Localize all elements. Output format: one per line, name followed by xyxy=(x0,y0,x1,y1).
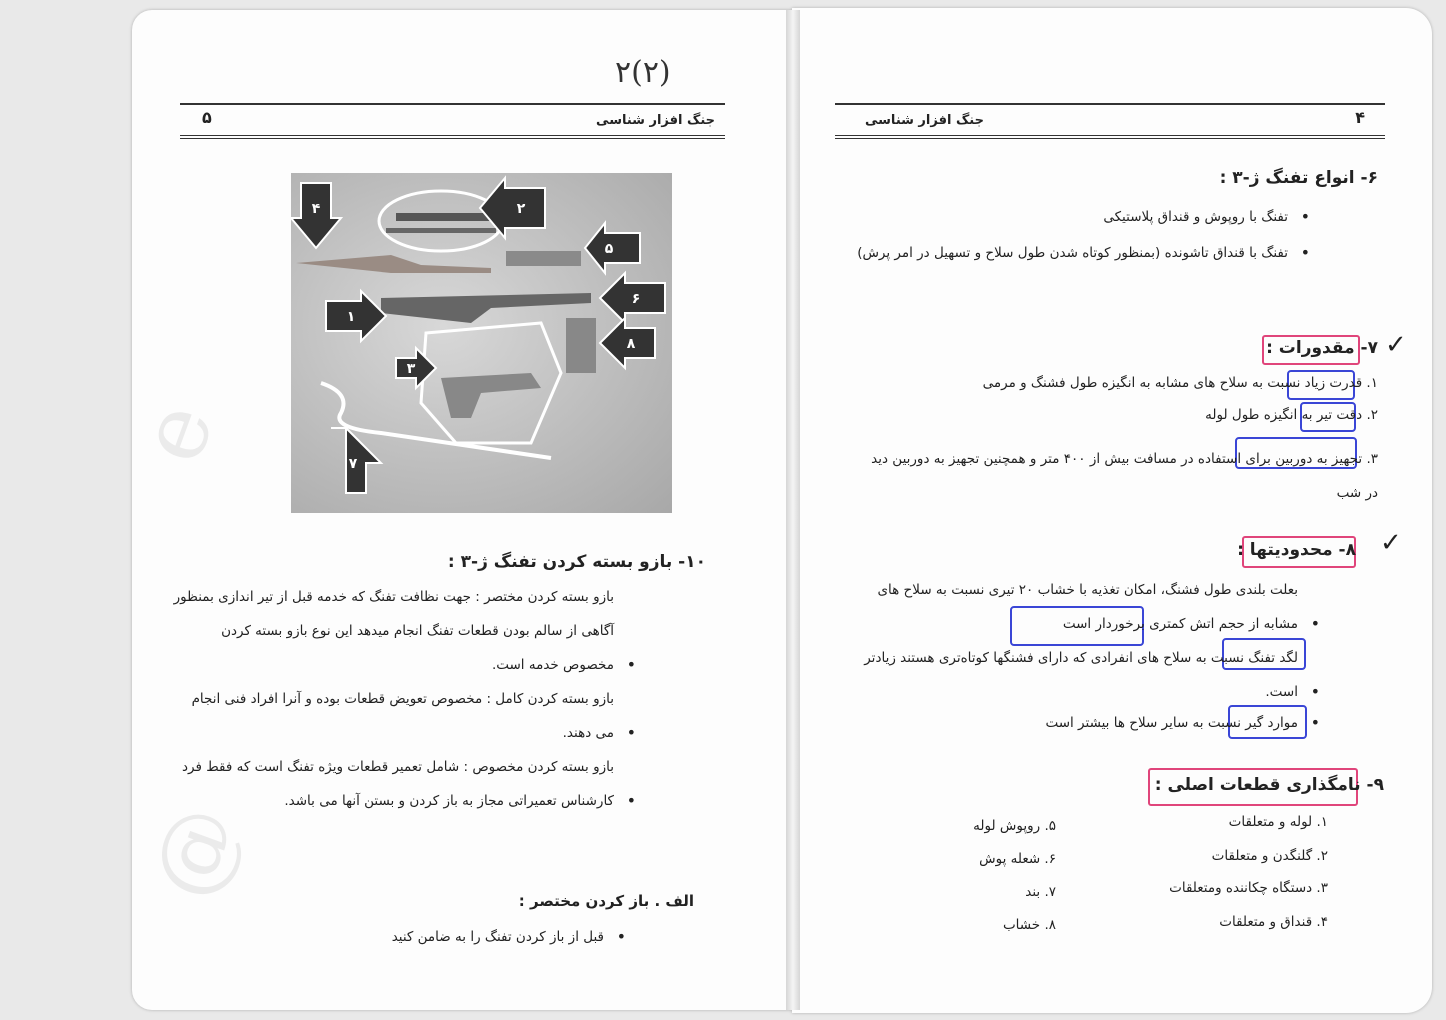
part-item: ۸. خشاب xyxy=(1002,917,1056,933)
section-title: ۶- انواع تفنگ ژ-۳ : xyxy=(1219,168,1378,188)
list-item: تفنگ با روپوش و قنداق پلاستیکی • xyxy=(858,200,1288,234)
figure-label: ۱ xyxy=(346,309,356,325)
arrow-1 xyxy=(326,291,386,341)
header-title: جنگ افزار شناسی xyxy=(865,113,984,128)
figure-label: ۶ xyxy=(631,291,641,307)
watermark: e xyxy=(118,389,236,476)
subsection-title: الف . باز کردن مختصر : xyxy=(518,892,694,910)
part-item: ۷. بند xyxy=(1025,884,1056,900)
list-item: ۱. قدرت زیاد نسبت به سلاح های مشابه به انگیزه طول فشنگ و مرمی xyxy=(982,375,1378,391)
figure-label: ۸ xyxy=(626,336,636,352)
right-page-header xyxy=(835,103,1385,139)
list-item: بازو بسته کردن مخصوص : شامل تعمیر قطعات ویژه تفنگ است که فقط فرد کارشناس تعمیراتی مجاز به باز کردن و بستن آنها می باشد. • xyxy=(169,750,614,818)
list-item: قبل از باز کردن تفنگ را به ضامن کنید • xyxy=(204,920,604,954)
list-item: ۳. تجهیز به دوربین برای استفاده در مسافت بیش از ۴۰۰ متر و همچنین تجهیز به دوربین دید در شب xyxy=(871,451,1378,501)
page-number: ۵ xyxy=(202,108,212,127)
section-title: ۱۰- بازو بسته کردن تفنگ ژ-۳ : xyxy=(447,552,706,572)
list-item: ۲. دقت تیر به انگیزه طول لوله xyxy=(1205,407,1378,423)
rifle-parts-illustration xyxy=(291,173,672,513)
part-item: ۱. لوله و متعلقات xyxy=(1228,814,1328,830)
list-item: موارد گیر نسبت به سایر سلاح ها بیشتر است • xyxy=(848,706,1298,740)
part-item: ۶. شعله پوش xyxy=(979,851,1056,867)
check-mark: ✓ xyxy=(1380,528,1402,558)
header-title: جنگ افزار شناسی xyxy=(596,113,715,128)
check-mark: ✓ xyxy=(1385,330,1407,360)
section-title: ۸- محدودیتها : xyxy=(1237,540,1356,560)
rifle-parts-figure xyxy=(291,173,672,513)
figure-label: ۷ xyxy=(348,456,358,472)
section-title: ۷- مقدورات : xyxy=(1266,338,1378,358)
list-item: بازو بسته کردن مختصر : جهت نظافت تفنگ که خدمه قبل از تیر اندازی بمنظور آگاهی از سالم بودن قطعات تفنگ انجام میدهد این نوع بازو بسته کردن مخصوص خدمه است. • xyxy=(169,580,614,682)
part-item: ۲. گلنگدن و متعلقات xyxy=(1211,848,1328,864)
part-item: ۵. روپوش لوله xyxy=(973,818,1056,834)
figure-label: ۴ xyxy=(311,201,321,217)
part-item: ۳. دستگاه چکاننده ومتعلقات xyxy=(1169,880,1328,896)
figure-label: ۲ xyxy=(516,201,526,217)
watermark: @ xyxy=(130,792,260,913)
figure-label: ۳ xyxy=(406,361,416,377)
list-item: لگد تفنگ نسبت به سلاح های انفرادی که دارای فشنگها کوتاه‌تری هستند زیادتر است. • xyxy=(848,641,1298,709)
section-title: ۹- نامگذاری قطعات اصلی : xyxy=(1154,775,1384,795)
list-item: بعلت بلندی طول فشنگ، امکان تغذیه با خشاب ۲۰ تیری نسبت به سلاح های مشابه از حجم اتش کمتری برخوردار است • xyxy=(848,573,1298,641)
left-page-header xyxy=(180,103,725,139)
arrow-3 xyxy=(396,348,436,388)
handwritten-note: ۲(۲) xyxy=(615,55,671,90)
figure-label: ۵ xyxy=(604,241,614,257)
book-gutter xyxy=(786,10,800,1010)
list-item: بازو بسته کردن کامل : مخصوص تعویض قطعات بوده و آنرا افراد فنی انجام می دهند. • xyxy=(169,682,614,750)
list-item: تفنگ با قنداق تاشونده (بمنظور کوتاه شدن طول سلاح و تسهیل در امر پرش) • xyxy=(843,236,1288,270)
page-number: ۴ xyxy=(1355,108,1365,127)
part-item: ۴. قنداق و متعلقات xyxy=(1219,914,1328,930)
